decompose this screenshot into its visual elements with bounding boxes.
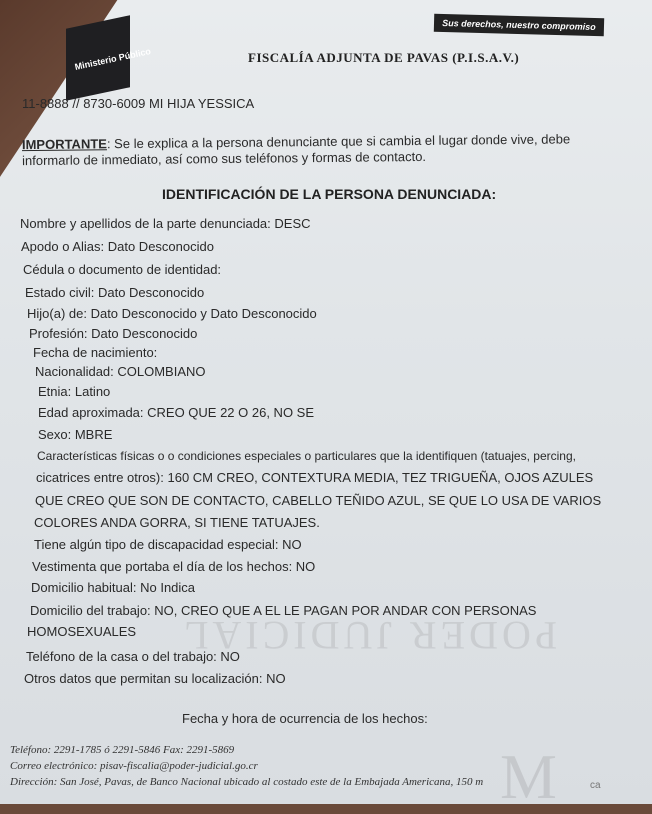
- field-line: Profesión: Dato Desconocido: [29, 326, 198, 341]
- field-line: Vestimenta que portaba el día de los hechos: NO: [32, 559, 316, 574]
- watermark: PODER JUDICIAL: [180, 613, 558, 658]
- slogan-badge: Sus derechos, nuestro compromiso: [434, 14, 604, 36]
- field-line: COLORES ANDA GORRA, SI TIENE TATUAJES.: [34, 515, 320, 530]
- field-line: Domicilio del trabajo: NO, CREO QUE A EL LE PAGAN POR ANDAR CON PERSONAS: [30, 603, 537, 618]
- event-date-line: Fecha y hora de ocurrencia de los hechos:: [182, 711, 428, 726]
- field-line: Otros datos que permitan su localización: NO: [24, 671, 286, 686]
- footer-address: Dirección: San José, Pavas, de Banco Nacional ubicado al costado este de la Embajada Americana, 150 m: [10, 776, 484, 788]
- field-line: Fecha de nacimiento:: [33, 345, 158, 360]
- field-line: Apodo o Alias: Dato Desconocido: [21, 239, 214, 254]
- field-line: Edad aproximada: CREO QUE 22 O 26, NO SE: [38, 405, 315, 420]
- section-title: IDENTIFICACIÓN DE LA PERSONA DENUNCIADA:: [162, 186, 497, 202]
- field-line: Hijo(a) de: Dato Desconocido y Dato Desconocido: [27, 306, 317, 321]
- page-title: FISCALÍA ADJUNTA DE PAVAS (P.I.S.A.V.): [248, 50, 520, 65]
- phone-note: 11-8888 // 8730-6009 MI HIJA YESSICA: [22, 96, 255, 111]
- important-notice: [22, 131, 622, 169]
- field-line: Nombre y apellidos de la parte denunciada: DESC: [20, 216, 311, 231]
- field-line: Nacionalidad: COLOMBIANO: [35, 364, 206, 379]
- field-line: Tiene algún tipo de discapacidad especial: NO: [34, 537, 302, 552]
- footer-phone: Teléfono: 2291-1785 ó 2291-5846 Fax: 2291-5869: [10, 744, 235, 756]
- field-line: HOMOSEXUALES: [27, 624, 137, 639]
- footer-email: Correo electrónico: pisav-fiscalia@poder-judicial.go.cr: [10, 760, 258, 772]
- important-label: IMPORTANTE: [21, 136, 107, 153]
- field-line: Sexo: MBRE: [38, 427, 113, 442]
- field-line: QUE CREO QUE SON DE CONTACTO, CABELLO TEÑIDO AZUL, SE QUE LO USA DE VARIOS: [35, 493, 602, 508]
- footer-fragment: ca: [590, 780, 601, 791]
- field-line: Estado civil: Dato Desconocido: [25, 285, 205, 300]
- logo-text: Ministerio Público: [73, 46, 152, 72]
- field-line: cicatrices entre otros): 160 CM CREO, CONTEXTURA MEDIA, TEZ TRIGUEÑA, OJOS AZULES: [36, 470, 594, 485]
- field-line: Etnia: Latino: [38, 384, 111, 399]
- important-text: : Se le explica a la persona denunciante que si cambia el lugar donde vive, debe informarlo de inmediato, así como sus teléfonos y formas de contacto.: [22, 131, 571, 169]
- field-line: Cédula o documento de identidad:: [23, 262, 222, 277]
- watermark-letter: M: [500, 741, 557, 812]
- field-line: Características físicas o o condiciones especiales o particulares que la identifiquen (tatuajes, percing,: [37, 449, 576, 463]
- field-line: Teléfono de la casa o del trabajo: NO: [26, 649, 240, 664]
- field-line: Domicilio habitual: No Indica: [31, 580, 196, 595]
